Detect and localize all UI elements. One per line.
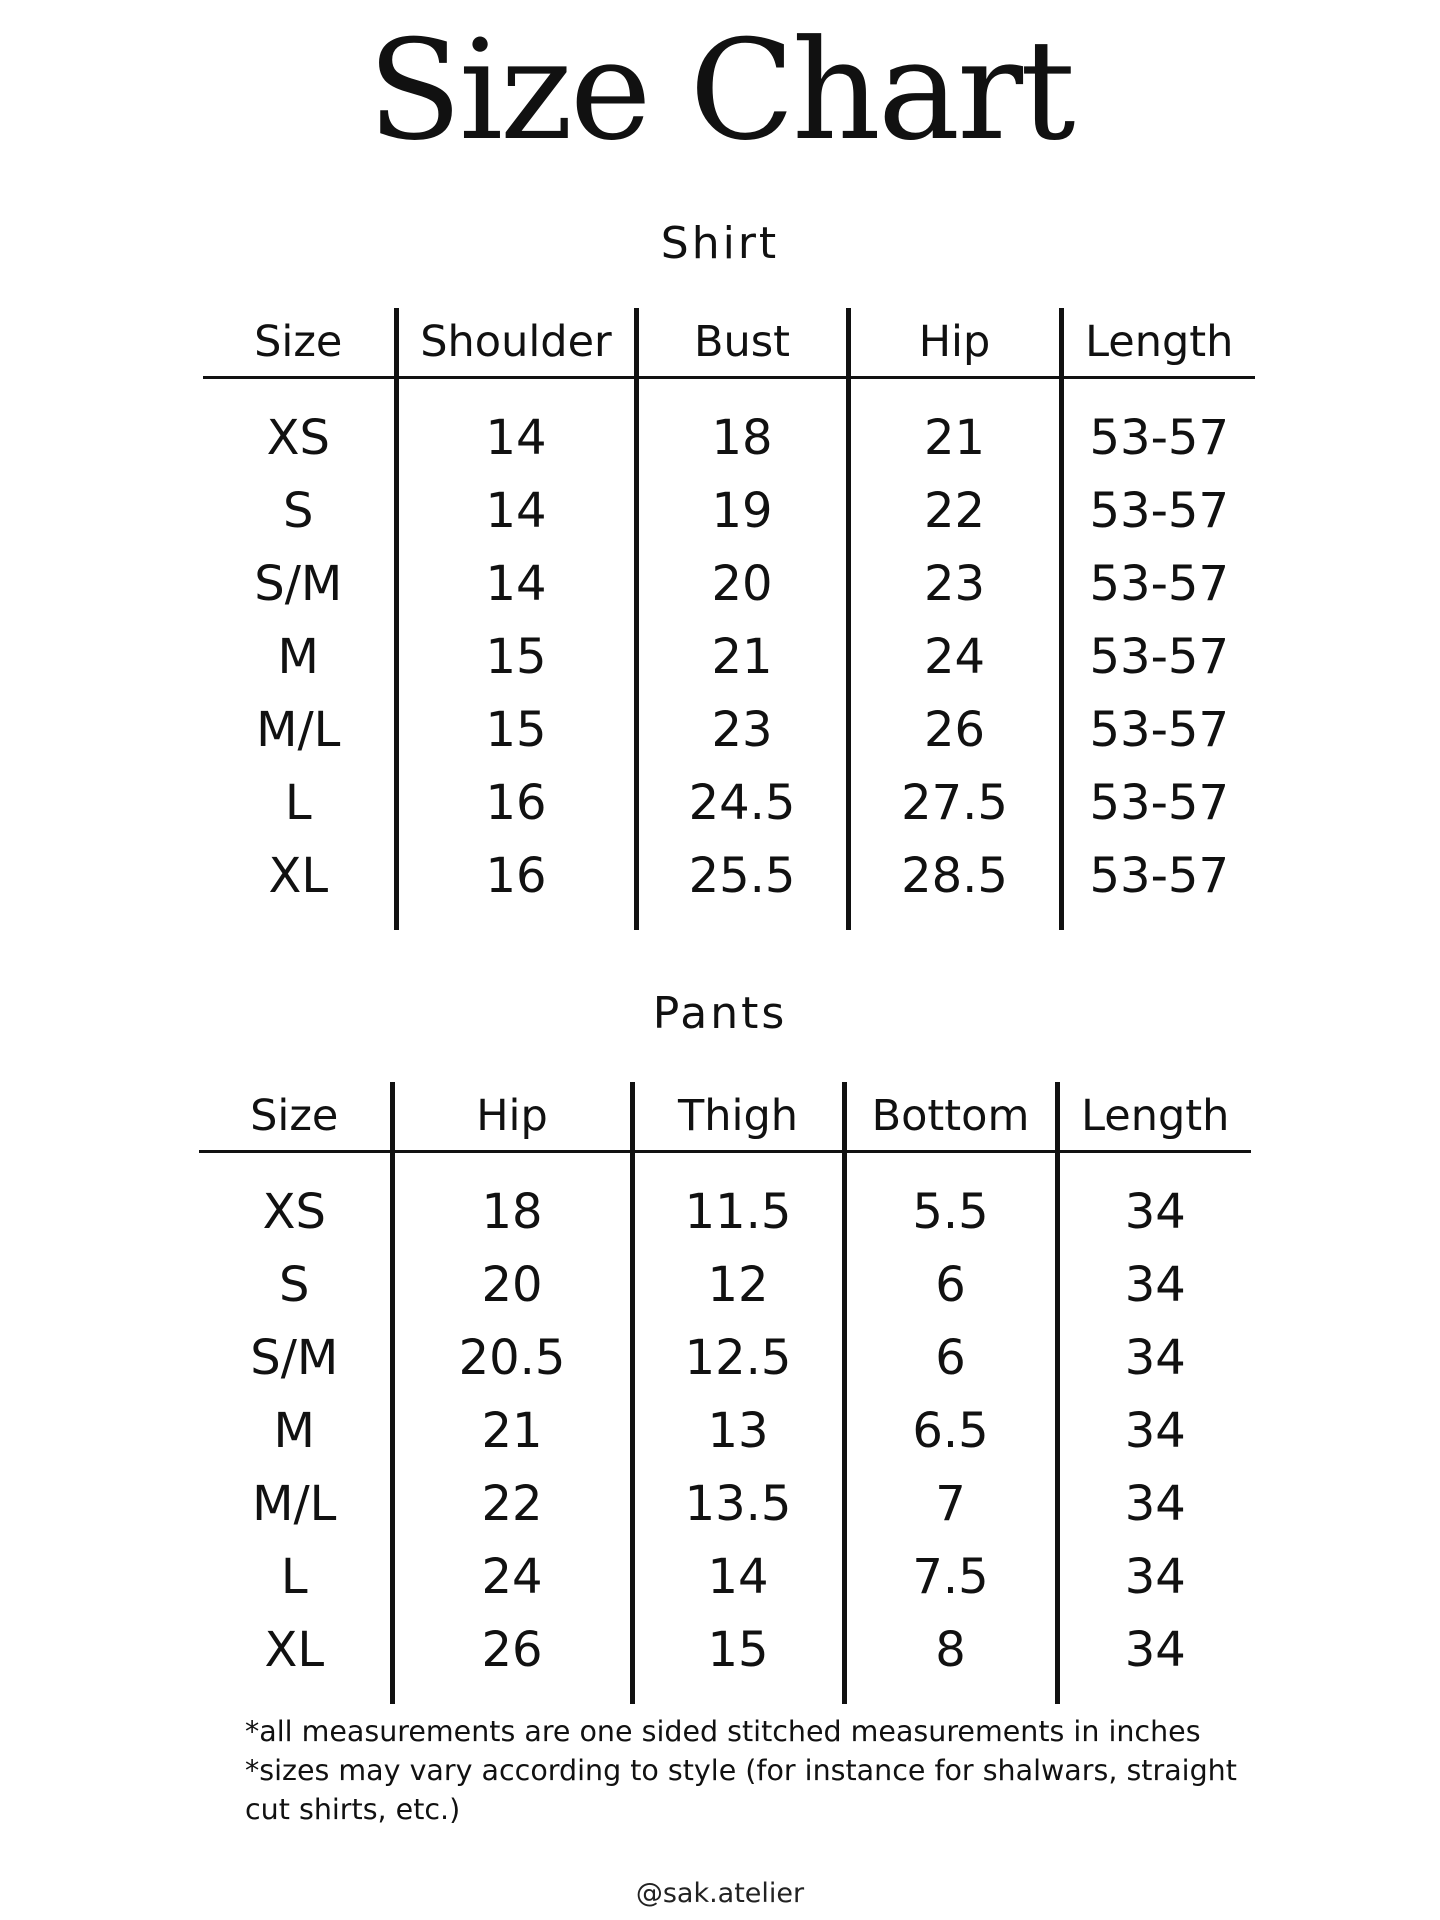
note-line: *sizes may vary according to style (for instance for shalwars, straight cut shirts, etc.) — [245, 1754, 1237, 1826]
bust-cell: 20 — [636, 547, 848, 620]
hip-cell: 21 — [392, 1394, 632, 1467]
table-header-row — [203, 308, 1255, 378]
size-cell: M — [277, 628, 319, 685]
bust-cell: 19 — [636, 474, 848, 547]
column-header-hip: Hip — [848, 308, 1061, 378]
length-cell: 34 — [1057, 1467, 1251, 1540]
hip-cell: 20 — [392, 1248, 632, 1321]
thigh-cell: 11.5 — [632, 1175, 844, 1248]
column-header-shoulder: Shoulder — [396, 308, 636, 378]
table-row — [203, 474, 1255, 547]
shoulder-cell: 16 — [396, 839, 636, 912]
shoulder-cell: 14 — [396, 401, 636, 474]
instagram-handle: @sak.atelier — [635, 1878, 805, 1909]
column-header-length: Length — [1057, 1082, 1251, 1152]
table-row — [199, 1248, 1251, 1321]
size-cell: L — [280, 1548, 308, 1605]
shirt-size-table — [203, 308, 1255, 930]
bottom-cell: 6.5 — [844, 1394, 1057, 1467]
length-cell: 34 — [1057, 1540, 1251, 1613]
size-cell: S/M — [250, 1329, 339, 1386]
column-header-thigh: Thigh — [632, 1082, 844, 1152]
table-row — [199, 1540, 1251, 1613]
table-row — [203, 401, 1255, 474]
table-row — [199, 1175, 1251, 1248]
hip-cell: 24 — [392, 1540, 632, 1613]
length-cell: 34 — [1057, 1321, 1251, 1394]
thigh-cell: 13 — [632, 1394, 844, 1467]
thigh-cell: 14 — [632, 1540, 844, 1613]
table-header-row — [199, 1082, 1251, 1152]
hip-cell: 18 — [392, 1175, 632, 1248]
size-cell: L — [284, 774, 312, 831]
thigh-cell: 13.5 — [632, 1467, 844, 1540]
pants-size-table — [199, 1082, 1251, 1704]
length-cell: 53-57 — [1061, 474, 1255, 547]
bottom-cell: 7 — [844, 1467, 1057, 1540]
column-header-size: Size — [203, 308, 396, 378]
length-cell: 34 — [1057, 1248, 1251, 1321]
length-cell: 53-57 — [1061, 620, 1255, 693]
column-header-length: Length — [1061, 308, 1255, 378]
hip-cell: 26 — [392, 1613, 632, 1686]
length-cell: 34 — [1057, 1175, 1251, 1248]
bottom-cell: 7.5 — [844, 1540, 1057, 1613]
thigh-cell: 12 — [632, 1248, 844, 1321]
table-row — [203, 693, 1255, 766]
hip-cell: 23 — [848, 547, 1061, 620]
table-row — [203, 766, 1255, 839]
hip-cell: 28.5 — [848, 839, 1061, 912]
hip-cell: 21 — [848, 401, 1061, 474]
size-cell: M — [273, 1402, 315, 1459]
table-row — [203, 547, 1255, 620]
length-cell: 53-57 — [1061, 766, 1255, 839]
table-row — [203, 620, 1255, 693]
size-cell: M/L — [256, 701, 341, 758]
hip-cell: 20.5 — [392, 1321, 632, 1394]
bust-cell: 18 — [636, 401, 848, 474]
table-row — [199, 1321, 1251, 1394]
size-cell: S/M — [254, 555, 343, 612]
size-cell: XS — [262, 1183, 326, 1240]
shoulder-cell: 14 — [396, 547, 636, 620]
hip-cell: 22 — [392, 1467, 632, 1540]
table-row — [199, 1467, 1251, 1540]
shoulder-cell: 14 — [396, 474, 636, 547]
table-row — [199, 1613, 1251, 1686]
hip-cell: 24 — [848, 620, 1061, 693]
thigh-cell: 15 — [632, 1613, 844, 1686]
measurement-notes — [245, 1712, 1265, 1829]
hip-cell: 22 — [848, 474, 1061, 547]
note-line: *all measurements are one sided stitched measurements in inches — [245, 1715, 1201, 1748]
length-cell: 34 — [1057, 1394, 1251, 1467]
size-cell: XL — [264, 1621, 325, 1678]
shoulder-cell: 16 — [396, 766, 636, 839]
bust-cell: 25.5 — [636, 839, 848, 912]
size-cell: XS — [266, 409, 330, 466]
column-header-bust: Bust — [636, 308, 848, 378]
column-header-hip: Hip — [392, 1082, 632, 1152]
bust-cell: 24.5 — [636, 766, 848, 839]
thigh-cell: 12.5 — [632, 1321, 844, 1394]
size-cell: XL — [268, 847, 329, 904]
bottom-cell: 5.5 — [844, 1175, 1057, 1248]
table-row — [199, 1394, 1251, 1467]
shoulder-cell: 15 — [396, 620, 636, 693]
bottom-cell: 6 — [844, 1248, 1057, 1321]
length-cell: 53-57 — [1061, 547, 1255, 620]
size-cell: M/L — [252, 1475, 337, 1532]
bust-cell: 23 — [636, 693, 848, 766]
bottom-cell: 8 — [844, 1613, 1057, 1686]
length-cell: 34 — [1057, 1613, 1251, 1686]
pants-section-title: Pants — [652, 988, 788, 1039]
bottom-cell: 6 — [844, 1321, 1057, 1394]
page-title: Size Chart — [367, 10, 1073, 171]
shirt-section-title: Shirt — [660, 218, 780, 269]
length-cell: 53-57 — [1061, 839, 1255, 912]
size-cell: S — [283, 482, 314, 539]
bust-cell: 21 — [636, 620, 848, 693]
length-cell: 53-57 — [1061, 401, 1255, 474]
shoulder-cell: 15 — [396, 693, 636, 766]
hip-cell: 27.5 — [848, 766, 1061, 839]
column-header-bottom: Bottom — [844, 1082, 1057, 1152]
length-cell: 53-57 — [1061, 693, 1255, 766]
table-row — [203, 839, 1255, 912]
column-header-size: Size — [199, 1082, 392, 1152]
size-cell: S — [279, 1256, 310, 1313]
hip-cell: 26 — [848, 693, 1061, 766]
